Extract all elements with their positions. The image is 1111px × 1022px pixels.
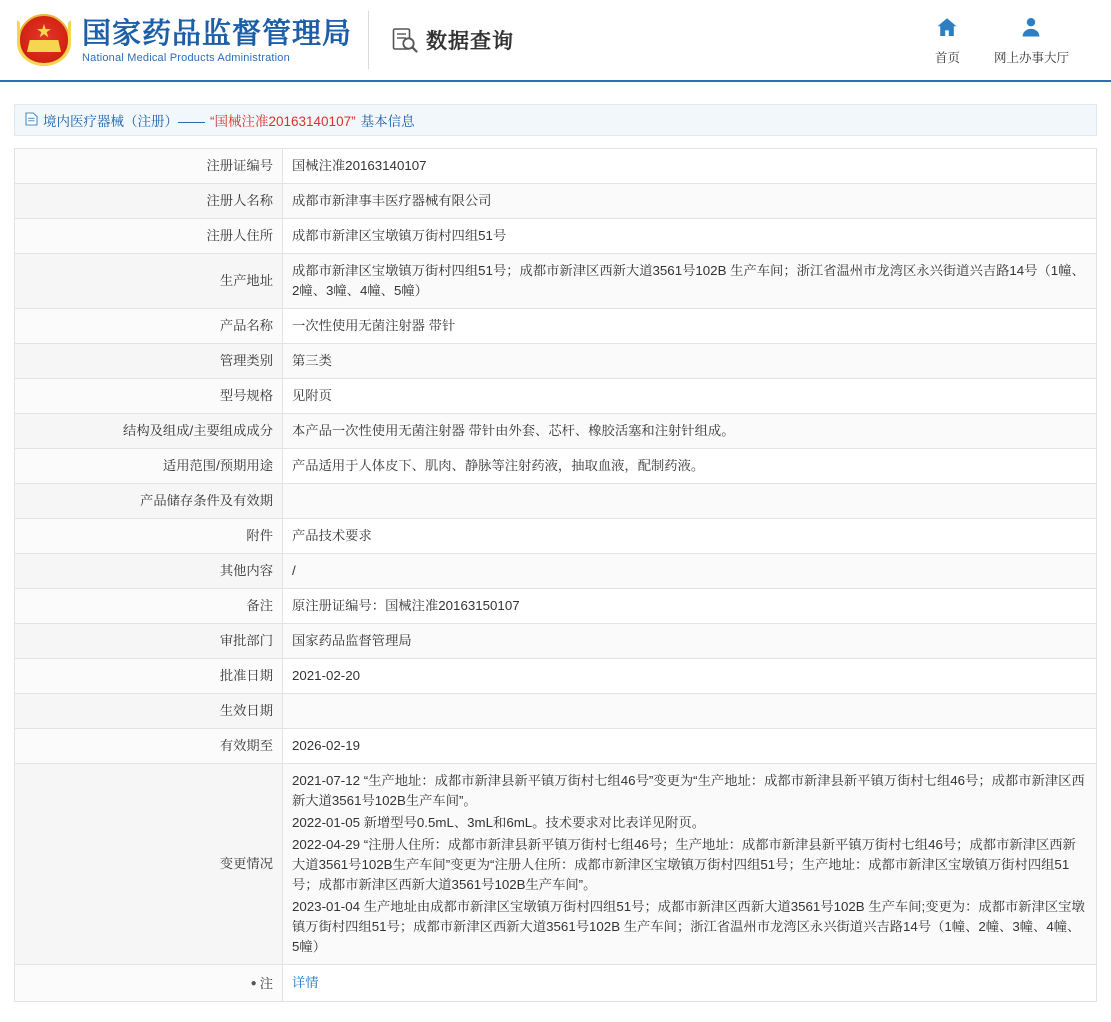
org-title-block xyxy=(82,11,369,69)
row-value: 一次性使用无菌注射器 带针 xyxy=(283,309,1097,344)
table-row xyxy=(15,694,1097,729)
row-value: 成都市新津区宝墩镇万街村四组51号；成都市新津区西新大道3561号102B 生产车间；浙江省温州市龙湾区永兴街道兴吉路14号（1幢、2幢、3幢、4幢、5幢） xyxy=(283,254,1097,309)
table-row xyxy=(15,484,1097,519)
table-row xyxy=(15,254,1097,309)
row-value: 2026-02-19 xyxy=(283,729,1097,764)
row-label: 注册人住所 xyxy=(15,219,283,254)
home-icon xyxy=(935,15,959,44)
row-label: 适用范围/预期用途 xyxy=(15,449,283,484)
table-row-note xyxy=(15,965,1097,1002)
table-row xyxy=(15,449,1097,484)
row-label: 批准日期 xyxy=(15,659,283,694)
note-value xyxy=(283,965,1097,1002)
national-emblem-icon: ★ xyxy=(14,10,74,70)
header-nav xyxy=(935,15,1069,66)
row-label: 附件 xyxy=(15,519,283,554)
document-icon xyxy=(25,112,38,129)
change-entry: 2022-01-05 新增型号0.5mL、3mL和6mL。技术要求对比表详见附页。 xyxy=(292,815,706,830)
table-row xyxy=(15,624,1097,659)
table-row xyxy=(15,309,1097,344)
table-row-change-history xyxy=(15,764,1097,965)
table-row xyxy=(15,414,1097,449)
row-label: 结构及组成/主要组成成分 xyxy=(15,414,283,449)
breadcrumb xyxy=(14,104,1097,136)
row-label: 有效期至 xyxy=(15,729,283,764)
change-entry: 2021-07-12 “生产地址：成都市新津县新平镇万街村七组46号”变更为“生产地址：成都市新津县新平镇万街村七组46号；成都市新津区西新大道3561号102B生产车间”。 xyxy=(292,773,1085,808)
table-row xyxy=(15,344,1097,379)
row-value xyxy=(283,694,1097,729)
row-label: 产品名称 xyxy=(15,309,283,344)
table-row xyxy=(15,379,1097,414)
breadcrumb-prefix: 境内医疗器械（注册）—— xyxy=(43,114,205,129)
row-value: 见附页 xyxy=(283,379,1097,414)
row-value: / xyxy=(283,554,1097,589)
breadcrumb-wrap xyxy=(0,82,1111,136)
subapp-title xyxy=(391,25,514,55)
table-row xyxy=(15,184,1097,219)
row-value: 2021-02-20 xyxy=(283,659,1097,694)
nav-item-home[interactable] xyxy=(935,15,960,66)
row-label: 管理类别 xyxy=(15,344,283,379)
row-label: 注册证编号 xyxy=(15,149,283,184)
table-row xyxy=(15,659,1097,694)
table-row xyxy=(15,149,1097,184)
table-row xyxy=(15,219,1097,254)
table-row xyxy=(15,519,1097,554)
user-icon xyxy=(1019,15,1043,44)
info-table-wrap xyxy=(0,136,1111,1022)
info-table-body xyxy=(15,149,1097,1002)
row-label: 注册人名称 xyxy=(15,184,283,219)
note-label-text: 注 xyxy=(259,976,273,991)
org-name-cn: 国家药品监督管理局 xyxy=(82,15,353,50)
row-label: 其他内容 xyxy=(15,554,283,589)
nav-item-home-label: 首页 xyxy=(934,50,960,65)
breadcrumb-suffix: 基本信息 xyxy=(360,114,415,129)
row-value: 产品技术要求 xyxy=(283,519,1097,554)
org-name-en: National Medical Products Administration xyxy=(82,51,290,64)
subapp-label: 数据查询 xyxy=(426,30,515,53)
row-value: 国家药品监督管理局 xyxy=(283,624,1097,659)
breadcrumb-highlight: “国械注准20163140107” xyxy=(210,114,356,129)
data-query-icon xyxy=(391,26,419,54)
row-value xyxy=(283,484,1097,519)
row-label: 生产地址 xyxy=(15,254,283,309)
row-label: 产品储存条件及有效期 xyxy=(15,484,283,519)
row-value: 本产品一次性使用无菌注射器 带针由外套、芯杆、橡胶活塞和注射针组成。 xyxy=(283,414,1097,449)
site-header xyxy=(0,0,1111,82)
registration-info-table xyxy=(14,148,1097,1002)
row-value: 原注册证编号：国械注准20163150107 xyxy=(283,589,1097,624)
bullet-icon: ● xyxy=(250,978,257,989)
note-label xyxy=(15,965,283,1002)
row-label: 生效日期 xyxy=(15,694,283,729)
table-row xyxy=(15,554,1097,589)
row-value: 成都市新津事丰医疗器械有限公司 xyxy=(283,184,1097,219)
row-value: 国械注准20163140107 xyxy=(283,149,1097,184)
details-link[interactable]: 详情 xyxy=(292,975,319,990)
row-value: 第三类 xyxy=(283,344,1097,379)
row-label: 备注 xyxy=(15,589,283,624)
row-value: 成都市新津区宝墩镇万街村四组51号 xyxy=(283,219,1097,254)
row-label: 型号规格 xyxy=(15,379,283,414)
change-entry: 2023-01-04 生产地址由成都市新津区宝墩镇万街村四组51号；成都市新津区西新大道3561号102B 生产车间;变更为：成都市新津区宝墩镇万街村四组51号；成都市新津区西新大道3561号102B 生产车间；浙江省温州市龙湾区永兴街道兴吉路14号（1幢、2幢、3幢、4幢、5幢） xyxy=(292,899,1085,954)
nav-item-service-hall-label: 网上办事大厅 xyxy=(993,50,1069,65)
table-row xyxy=(15,729,1097,764)
change-history-value xyxy=(283,764,1097,965)
nav-item-service-hall[interactable] xyxy=(994,15,1069,66)
table-row xyxy=(15,589,1097,624)
row-value: 产品适用于人体皮下、肌肉、静脉等注射药液，抽取血液，配制药液。 xyxy=(283,449,1097,484)
change-entry: 2022-04-29 “注册人住所：成都市新津县新平镇万街村七组46号；生产地址：成都市新津县新平镇万街村七组46号；成都市新津区西新大道3561号102B生产车间”变更为“注册人住所：成都市新津区宝墩镇万街村四组51号；生产地址：成都市新津区宝墩镇万街村四组51号；成都市新津区西新大道3561号102B生产车间”。 xyxy=(292,837,1076,892)
row-label: 变更情况 xyxy=(15,764,283,965)
row-label: 审批部门 xyxy=(15,624,283,659)
